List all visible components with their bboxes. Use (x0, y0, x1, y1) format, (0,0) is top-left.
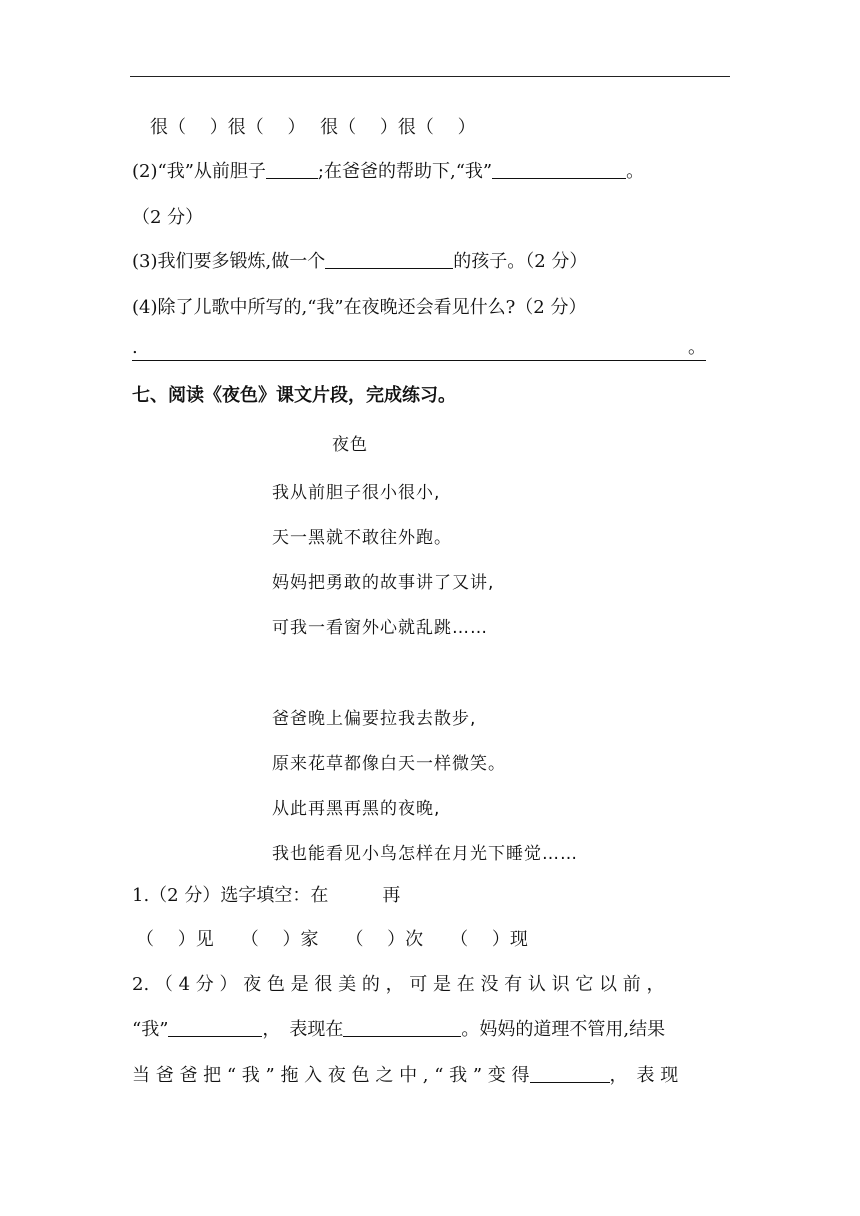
poem-line: 可我一看窗外心就乱跳…… (272, 618, 488, 638)
q2-blank-1[interactable] (266, 160, 318, 179)
poem-line: 天一黑就不敢往外跑。 (272, 528, 452, 548)
q4-start-mark: . (132, 337, 138, 358)
q1-options: （ ）见 （ ）家 （ ）次 （ ）现 (136, 929, 528, 950)
poem-line: 我从前胆子很小很小, (272, 483, 441, 503)
q3-blank[interactable] (325, 250, 453, 269)
section-7-title: 七、阅读《夜色》课文片段，完成练习。 (132, 385, 456, 406)
q2-end: 。 (626, 161, 645, 182)
q4-answer-line[interactable] (132, 360, 706, 361)
q7-2-text-b: ， 表现在 (262, 1019, 344, 1040)
very-row: 很（ ）很（ ） 很（ ）很（ ） (150, 117, 476, 138)
question-7-2-line-1: 2. （ 4 分 ） 夜 色 是 很 美 的 ， 可 是 在 没 有 认 识 它 以 前 ， (132, 974, 665, 995)
question-6-2 (132, 160, 644, 184)
poem-line: 我也能看见小鸟怎样在月光下睡觉…… (272, 844, 578, 864)
q7-2-text-c: 。妈妈的道理不管用,结果 (461, 1019, 666, 1040)
q7-2-text-a: “我” (132, 1019, 169, 1040)
q3-text-b: 的孩子。（2 分） (453, 251, 588, 272)
q3-text-a: (3)我们要多锻炼,做一个 (132, 251, 326, 272)
q7-2-blank-1[interactable] (168, 1018, 262, 1037)
q7-2-text-d: 当 爸 爸 把 “ 我 ” 拖 入 夜 色 之 中 , “ 我 ” 变 得 (132, 1065, 530, 1086)
question-7-1: 1.（2 分）选字填空：在 再 (132, 885, 401, 906)
q2-blank-2[interactable] (492, 160, 626, 179)
question-7-2-line-2 (132, 1018, 665, 1042)
poem-line: 原来花草都像白天一样微笑。 (272, 754, 506, 774)
question-6-4: (4)除了儿歌中所写的,“我”在夜晚还会看见什么?（2 分） (132, 297, 587, 318)
q7-2-blank-2[interactable] (343, 1018, 461, 1037)
q2-text-a: (2)“我”从前胆子 (132, 161, 266, 182)
q2-text-b: ;在爸爸的帮助下,“我” (317, 161, 493, 182)
q4-end-mark: 。 (688, 337, 706, 358)
q2-score: （2 分） (132, 207, 204, 228)
poem-title: 夜色 (332, 435, 368, 455)
q7-2-blank-3[interactable] (530, 1064, 610, 1083)
poem-line: 爸爸晚上偏要拉我去散步, (272, 709, 477, 729)
poem-line: 妈妈把勇敢的故事讲了又讲, (272, 573, 495, 593)
q7-2-text-e: ， 表 现 (609, 1065, 679, 1086)
header-rule (130, 76, 730, 77)
question-7-2-line-3 (132, 1064, 678, 1088)
poem-line: 从此再黑再黑的夜晚, (272, 799, 441, 819)
question-6-3 (132, 250, 587, 274)
